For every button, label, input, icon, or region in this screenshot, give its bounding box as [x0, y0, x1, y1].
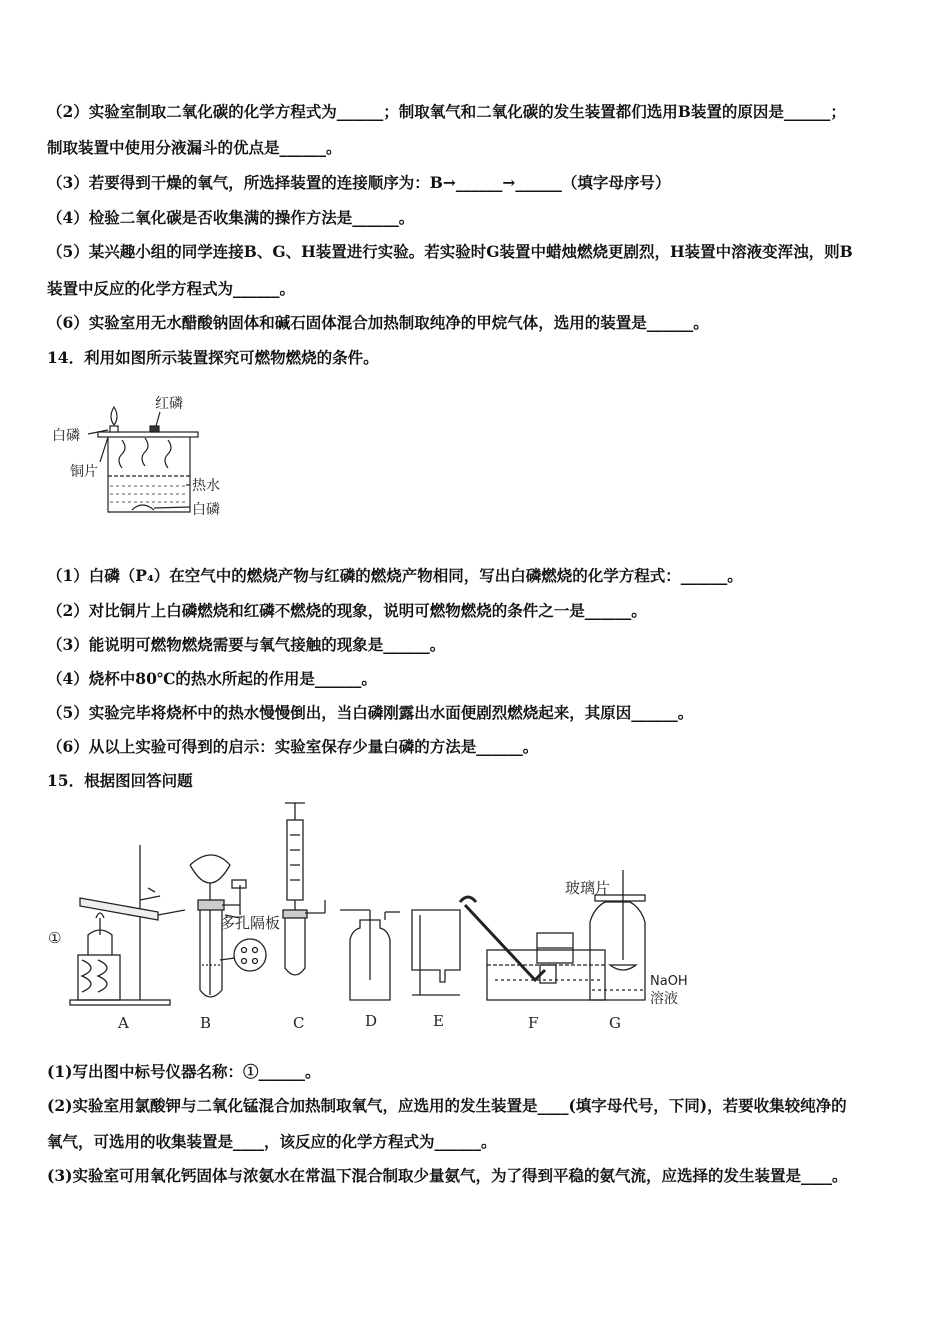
- apparatus-f: [460, 897, 605, 1000]
- q14-line-5: （5）实验完毕将烧杯中的热水慢慢倒出，当白磷刚露出水面便剧烈燃烧起来，其原因______。: [47, 703, 694, 722]
- q15-line-2b: 氧气，可选用的收集装置是____，该反应的化学方程式为______。: [47, 1132, 497, 1151]
- label-d: D: [365, 1012, 378, 1030]
- q15-line-2: (2)实验室用氯酸钾与二氧化锰混合加热制取氧气，应选用的发生装置是____(填字母代号，下同)，若要收集较纯净的: [47, 1096, 847, 1115]
- label-solution: 溶液: [650, 991, 678, 1007]
- q14-title: 14．利用如图所示装置探究可燃物燃烧的条件。: [47, 348, 379, 367]
- apparatus-d: [340, 910, 400, 1000]
- apparatus-a: [70, 845, 185, 1005]
- q13-line-2b: 制取装置中使用分液漏斗的优点是______。: [47, 138, 342, 157]
- label-c: C: [293, 1014, 305, 1032]
- q13-line-6: （6）实验室用无水醋酸钠固体和碱石固体混合加热制取纯净的甲烷气体，选用的装置是______。: [47, 313, 709, 332]
- label-red-phosphorus: 红磷: [155, 396, 183, 412]
- beaker: [108, 437, 190, 512]
- label-circle-1: ①: [48, 929, 62, 947]
- apparatus-e: [412, 910, 460, 995]
- q13-line-4: （4）检验二氧化碳是否收集满的操作方法是______。: [47, 208, 415, 227]
- label-white-phosphorus-bottom: 白磷: [192, 502, 220, 518]
- label-white-phosphorus-top: 白磷: [52, 428, 80, 444]
- q13-line-5b: 装置中反应的化学方程式为______。: [47, 279, 296, 298]
- label-copper-plate: 铜片: [70, 464, 98, 480]
- label-g: G: [609, 1014, 621, 1032]
- q14-line-6: （6）从以上实验可得到的启示：实验室保存少量白磷的方法是______。: [47, 737, 539, 756]
- q13-line-2: （2）实验室制取二氧化碳的化学方程式为______；制取氧气和二氧化碳的发生装置都们选用B装置的原因是______；: [47, 102, 846, 121]
- flame-icon: [111, 407, 117, 425]
- label-hot-water: 热水: [192, 478, 220, 494]
- q14-line-3: （3）能说明可燃物燃烧需要与氧气接触的现象是______。: [47, 635, 446, 654]
- label-b: B: [200, 1014, 212, 1032]
- gas-apparatus-figure: [40, 800, 700, 1040]
- label-e: E: [433, 1012, 444, 1030]
- q13-line-3: （3）若要得到干燥的氧气，所选择装置的连接顺序为：B→______→______（填字母序号）: [47, 173, 671, 192]
- q14-line-2: （2）对比铜片上白磷燃烧和红磷不燃烧的现象，说明可燃物燃烧的条件之一是______。: [47, 601, 647, 620]
- label-glass-sheet: 玻璃片: [565, 879, 611, 897]
- q13-line-5: （5）某兴趣小组的同学连接B、G、H装置进行实验。若实验时G装置中蜡烛燃烧更剧烈，H装置中溶液变浑浊，则B: [47, 242, 853, 261]
- label-naoh: NaOH: [650, 974, 688, 989]
- q14-line-1: （1）白磷（P₄）在空气中的燃烧产物与红磷的燃烧产物相同，写出白磷燃烧的化学方程式：______。: [47, 566, 743, 585]
- label-porous-partition: 多孔隔板: [220, 914, 281, 932]
- label-a: A: [118, 1014, 129, 1032]
- q15-line-1: (1)写出图中标号仪器名称：①______。: [47, 1062, 321, 1081]
- q14-line-4: （4）烧杯中80℃的热水所起的作用是______。: [47, 669, 377, 688]
- copper-plate: [98, 432, 198, 437]
- combustion-apparatus-figure: [50, 390, 240, 525]
- label-f: F: [528, 1014, 539, 1032]
- q15-line-3: (3)实验室可用氧化钙固体与浓氨水在常温下混合制取少量氨气，为了得到平稳的氨气流，应选择的发生装置是____。: [47, 1166, 848, 1185]
- q15-title: 15．根据图回答问题: [47, 771, 193, 790]
- apparatus-c: [283, 803, 325, 975]
